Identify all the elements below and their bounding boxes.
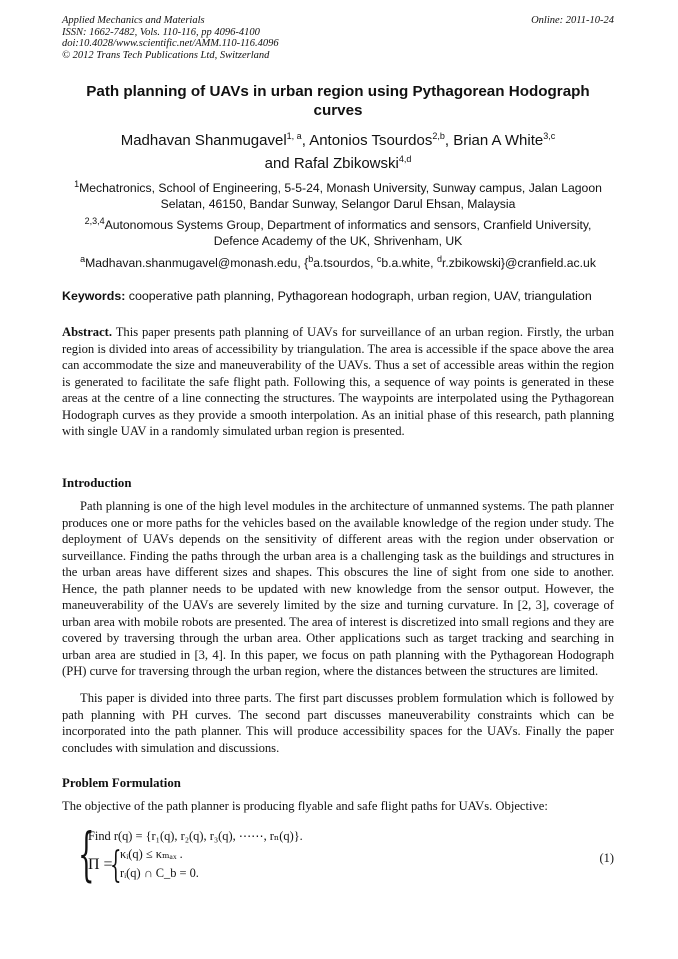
- affiliation-2: [62, 215, 614, 249]
- email-text: Madhavan.shanmugavel@monash.edu, {: [85, 256, 309, 270]
- equation-row-collision: rᵢ(q) ∩ C_b = 0.: [120, 866, 199, 880]
- doi-line: doi:10.4028/www.scientific.net/AMM.110-116.4096: [62, 38, 279, 49]
- affiliation-text: Mechatronics, School of Engineering, 5-5-24, Monash University, Sunway campus, Jalan Lagoon Selatan, 46150, Bandar Sunway, Selangor Darul Ehsan, Malaysia: [79, 181, 602, 211]
- abstract: [62, 324, 614, 440]
- section-heading-introduction: Introduction: [62, 476, 132, 490]
- journal-name: Applied Mechanics and Materials: [62, 15, 205, 26]
- affiliation-marker: 1: [74, 178, 80, 189]
- paper-title: Path planning of UAVs in urban region using Pythagorean Hodograph curves: [86, 83, 590, 119]
- intro-paragraph-2: This paper is divided into three parts. The first part discusses problem formulation which is followed by path planning with PH curves. The second part discusses maneuverability constraints which can be incorporated into the path planner. This will produce accessibility spaces for the UAVs. Finally the paper concludes with simulation and discussions.: [62, 691, 614, 755]
- abstract-label: Abstract.: [62, 325, 113, 339]
- problem-text: The objective of the path planner is producing flyable and safe flight paths for UAVs. Objective:: [62, 799, 548, 813]
- equation-1: [78, 820, 614, 894]
- copyright-line: © 2012 Trans Tech Publications Ltd, Switzerland: [62, 49, 270, 61]
- intro-paragraph-1: Path planning is one of the high level modules in the architecture of unmanned systems. The path planner produces one or more paths for the vehicles based on the available knowledge of the region under study. The deployment of UAVs depends on the sensitivity of different areas with the region under observation or surveillance. Finding the paths through the urban area is a challenging task as the buildings and structures in the urban areas have different sizes and shapes. This obscures the line of sight from one side to another. Hence, the path planner needs to be updated with new knowledge from the sensor output. However, the maneuverability of the UAVs are severely limited by the size and turning curvature. In [2, 3], coverage of urban area with mobile robots are presented. The area of interest is discretized into small regions and they are covered by traversing through the urban area. Other applications such as target tracking and searching in urban area are studied in [3, 4]. In this paper, we focus on path planning with the Pythagorean Hodograph (PH) curve for traversing through the urban region, where the distances between the structures are limited.: [62, 499, 614, 678]
- abstract-text: This paper presents path planning of UAVs for surveillance of an urban region. Firstly, the urban region is divided into areas of accessibility by triangulation. The area is accessible if the space above the area can accommodate the size and maneuverability of the UAVs. Thus a set of accessible areas within the region is generated to facilitate the safe flight path. Following this, a sequence of way points is generated in these areas at the centre of a line connecting the structures. The waypoints are interpolated using the Pythagorean Hodograph curves as they provide a smooth interpolation. As an initial phase of this research, path planning with single UAV in a randomly simulated urban region is presented.: [62, 325, 614, 438]
- equation-inner-brace: {: [110, 845, 122, 886]
- author-list: [62, 129, 614, 175]
- issn-line: ISSN: 1662-7482, Vols. 110-116, pp 4096-4100: [62, 26, 260, 38]
- author-superscript: 4,d: [398, 154, 412, 164]
- email-text: r.zbikowski}@cranfield.ac.uk: [441, 256, 596, 270]
- affiliation-text: Autonomous Systems Group, Department of informatics and sensors, Cranfield University, Defence Academy of the UK, Shrivenham, UK: [104, 218, 592, 248]
- email-marker: b: [308, 253, 314, 264]
- email-marker: d: [436, 253, 442, 264]
- email-marker: c: [376, 253, 382, 264]
- online-date: Online: 2011-10-24: [531, 15, 614, 26]
- journal-header: [62, 15, 614, 61]
- author-name: Madhavan Shanmugavel: [120, 132, 287, 149]
- keywords: [62, 289, 614, 304]
- equation-number: (1): [599, 851, 614, 865]
- email-text: b.a.white,: [381, 256, 437, 270]
- affiliation-marker: 2,3,4: [84, 215, 105, 226]
- keywords-label: Keywords:: [62, 289, 126, 303]
- keywords-text: cooperative path planning, Pythagorean hodograph, urban region, UAV, triangulation: [125, 289, 592, 303]
- author-superscript: 3,c: [543, 131, 556, 141]
- affiliation-1: [62, 178, 614, 212]
- author-name: , Brian A White: [444, 132, 544, 149]
- email-line: [62, 253, 614, 272]
- email-marker: a: [80, 253, 86, 264]
- author-name: , Antonios Tsourdos: [301, 132, 433, 149]
- email-text: a.tsourdos,: [313, 256, 377, 270]
- section-heading-problem: Problem Formulation: [62, 776, 181, 790]
- equation-brace: {: [78, 820, 95, 888]
- equation-row-curvature: κᵢ(q) ≤ κₘₐₓ .: [120, 847, 183, 861]
- author-superscript: 1, a: [286, 131, 302, 141]
- equation-row-find: Find r(q) = {r₁(q), r₂(q), r₃(q), ⋯⋯, rₙ(q)}.: [88, 829, 303, 843]
- equation-pi: Π =: [88, 856, 113, 873]
- author-superscript: 2,b: [432, 131, 445, 141]
- author-name: and Rafal Zbikowski: [264, 155, 399, 172]
